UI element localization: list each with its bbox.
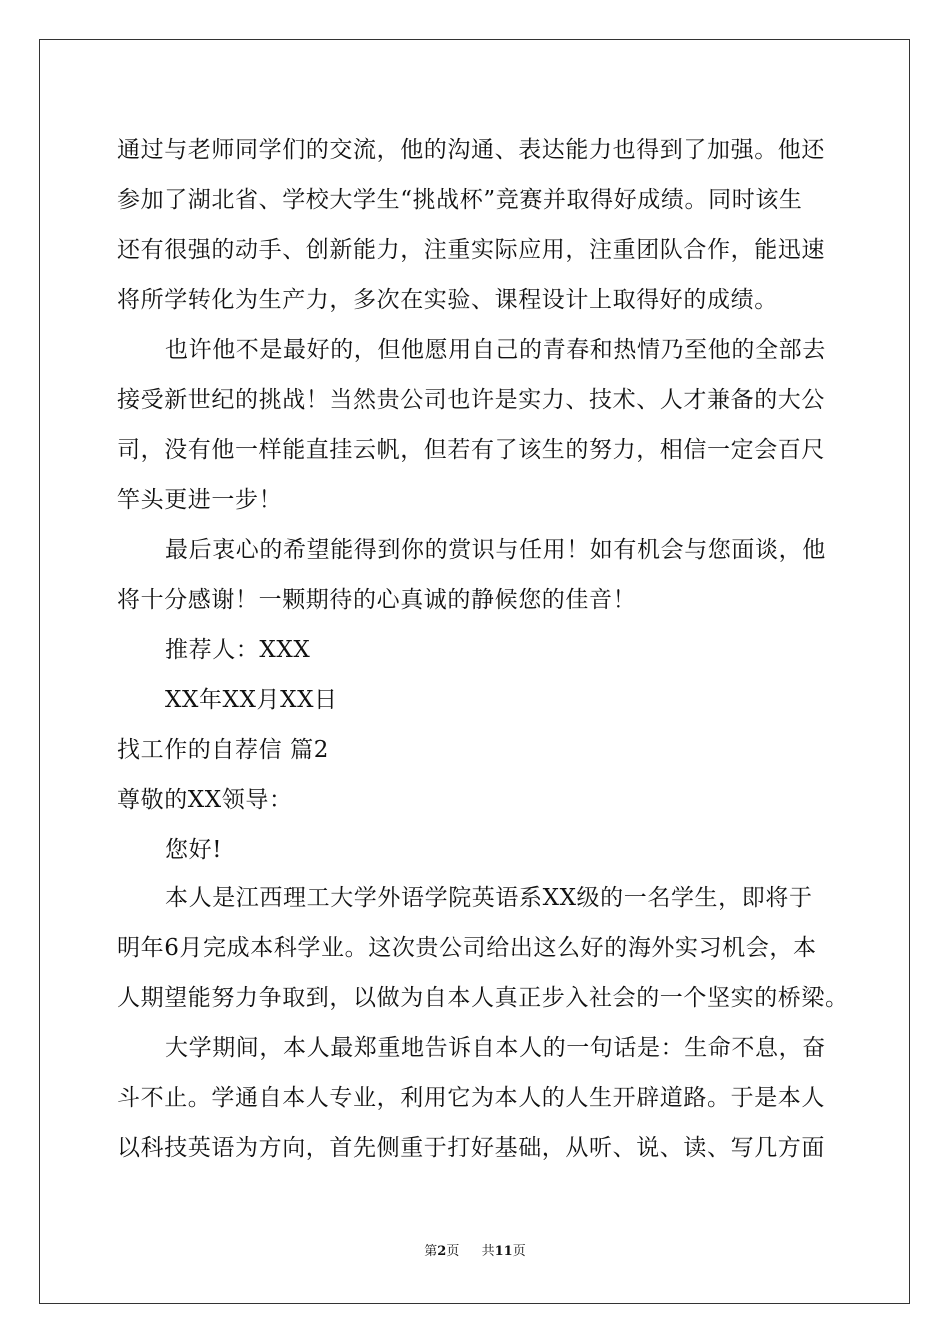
body-line: 斗不止。学通自本人专业，利用它为本人的人生开辟道路。于是本人 [117,1085,825,1111]
recommender-line: 推荐人：XXX [165,637,311,663]
section-heading: 找工作的自荐信 篇2 [117,737,329,763]
body-line: 以科技英语为方向，首先侧重于打好基础，从听、说、读、写几方面 [117,1135,825,1161]
body-line: 司，没有他一样能直挂云帆，但若有了该生的努力，相信一定会百尺 [117,437,825,463]
total-prefix: 共 [481,1244,495,1259]
salutation: 尊敬的XX领导： [117,787,293,813]
paragraph-start: 最后衷心的希望能得到你的赏识与任用！如有机会与您面谈，他 [165,537,826,563]
body-line: 接受新世纪的挑战！当然贵公司也许是实力、技术、人才兼备的大公 [117,387,825,413]
body-line: 将所学转化为生产力，多次在实验、课程设计上取得好的成绩。 [117,287,778,313]
page-prefix: 第 [424,1244,438,1259]
body-line: 参加了湖北省、学校大学生“挑战杯”竞赛并取得好成绩。同时该生 [117,187,803,213]
page-footer [0,1243,950,1261]
total-suffix: 页 [512,1244,526,1259]
page-suffix: 页 [446,1244,460,1259]
paragraph-start: 本人是江西理工大学外语学院英语系XX级的一名学生，即将于 [165,885,813,911]
page-number: 2 [437,1244,447,1259]
body-line: 人期望能努力争取到，以做为自本人真正步入社会的一个坚实的桥梁。 [117,985,849,1011]
body-line: 还有很强的动手、创新能力，注重实际应用，注重团队合作，能迅速 [117,237,825,263]
paragraph-start: 大学期间，本人最郑重地告诉自本人的一句话是：生命不息，奋 [165,1035,826,1061]
body-line: 竿头更进一步！ [117,487,283,513]
body-line: 通过与老师同学们的交流，他的沟通、表达能力也得到了加强。他还 [117,137,825,163]
page-border [39,39,910,1304]
paragraph-start: 也许他不是最好的，但他愿用自己的青春和热情乃至他的全部去 [165,337,826,363]
total-pages: 11 [494,1244,513,1259]
date-line: XX年XX月XX日 [165,687,338,713]
body-line: 将十分感谢！一颗期待的心真诚的静候您的佳音！ [117,587,637,613]
body-line: 明年6月完成本科学业。这次贵公司给出这么好的海外实习机会，本 [117,935,817,961]
greeting: 您好! [165,837,223,863]
